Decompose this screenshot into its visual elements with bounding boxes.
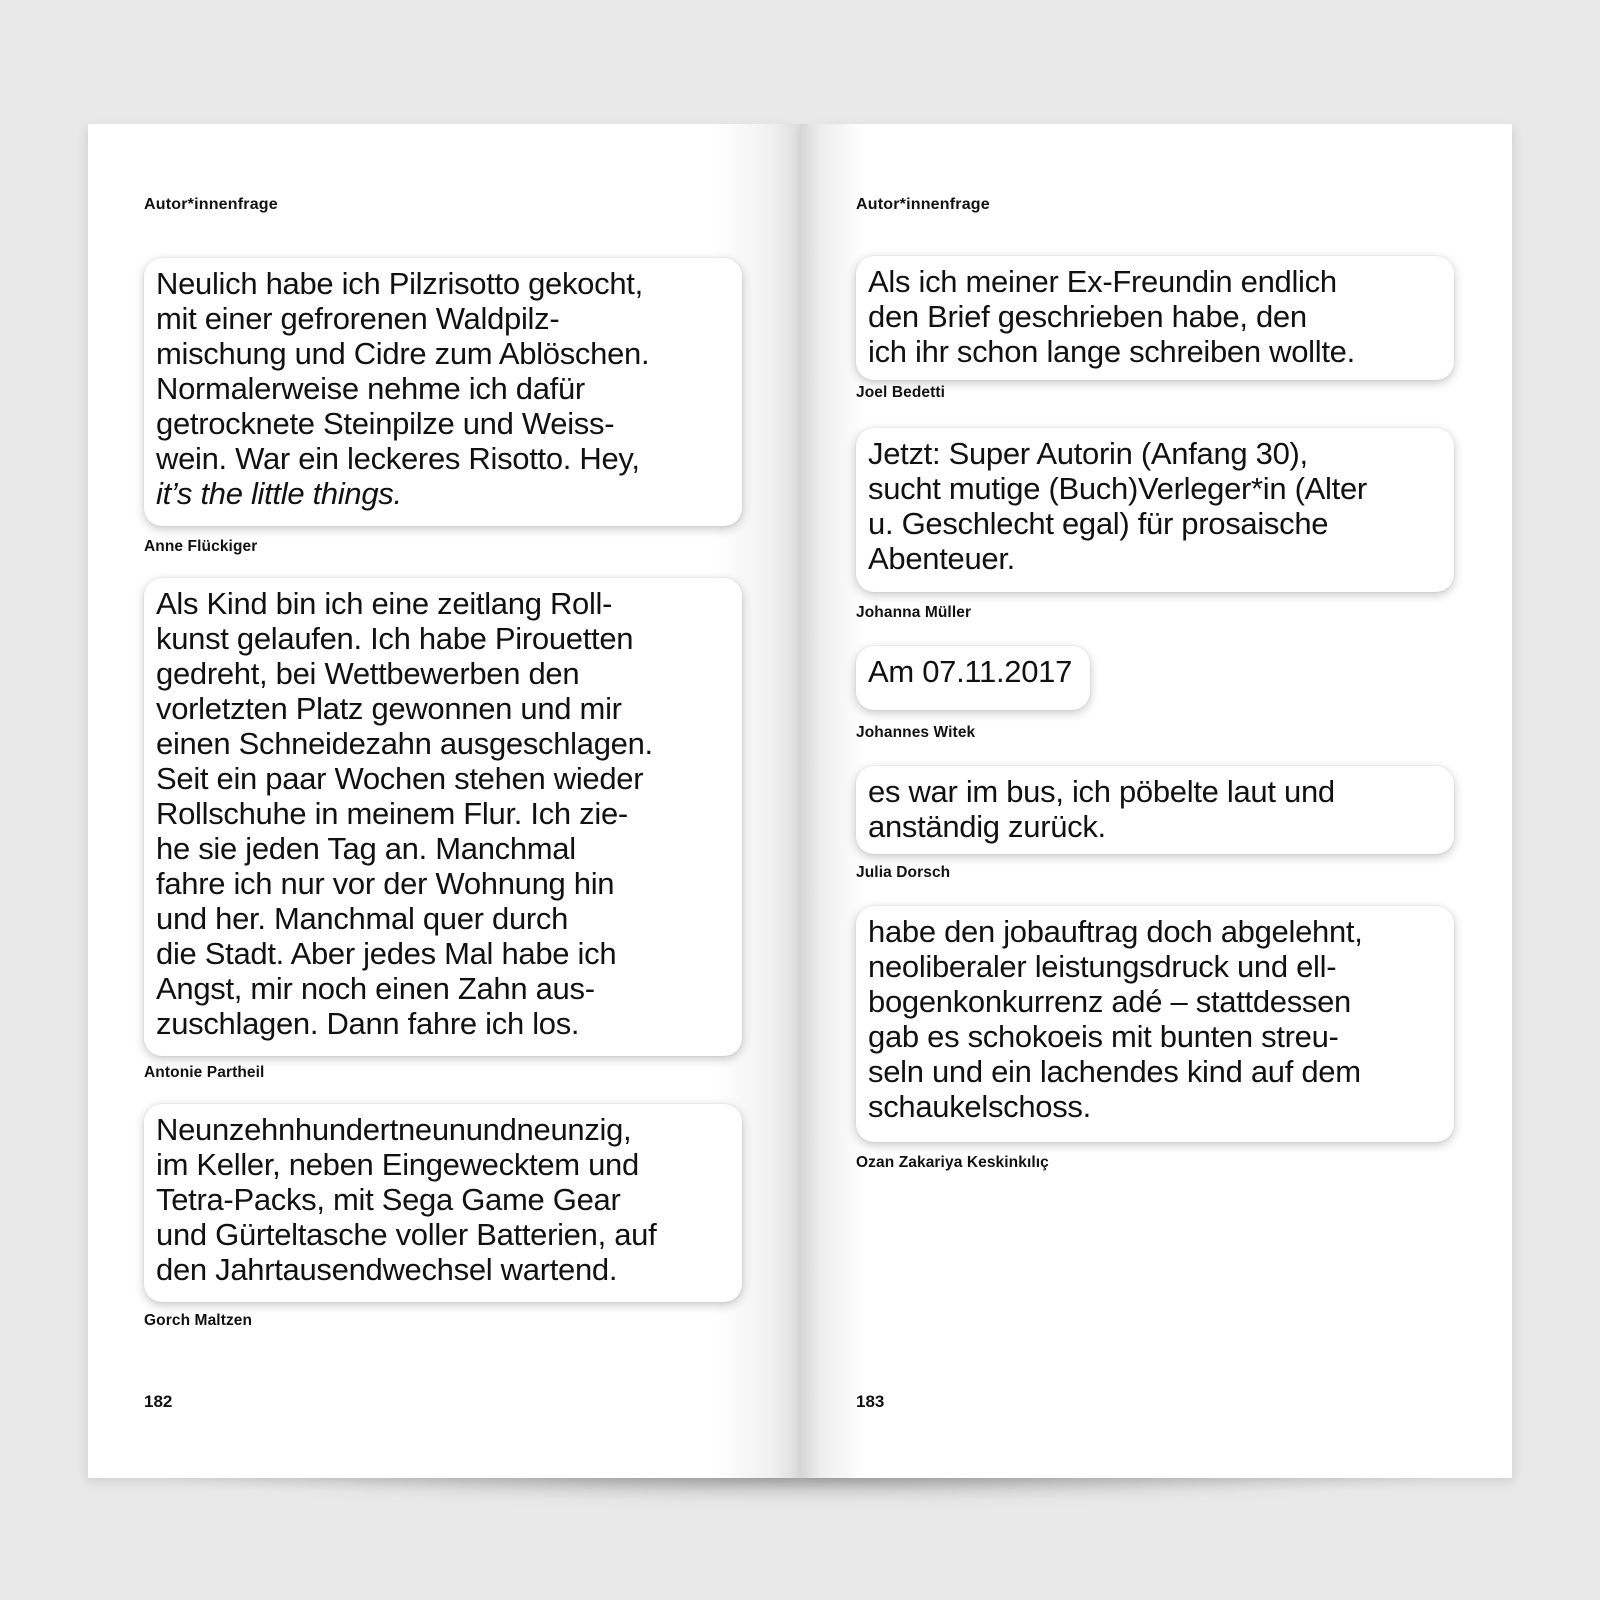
author-name: Ozan Zakariya Keskinkılıç (856, 1154, 1049, 1171)
message-bubble: Als ich meiner Ex-Freundin endlich den Brief geschrieben habe, den ich ihr schon lange schreiben wollte. (856, 256, 1454, 380)
message-bubble: Jetzt: Super Autorin (Anfang 30), sucht mutige (Buch)Verleger*in (Alter u. Geschlecht egal) für prosaische Abenteuer. (856, 428, 1454, 592)
message-text: Neulich habe ich Pilzrisotto gekocht, mit einer gefrorenen Waldpilz- mischung und Cidre zum Ablöschen. Normalerweise nehme ich dafür getrocknete Steinpilze und Weiss- wein. War ein leckeres Risotto. Hey, (156, 266, 650, 476)
message-bubble (144, 258, 742, 526)
message-bubble: Neunzehnhundertneunundneunzig, im Keller, neben Eingewecktem und Tetra-Packs, mit Sega Game Gear und Gürteltasche voller Batterien, auf den Jahrtausendwechsel wartend. (144, 1104, 742, 1302)
author-name: Johannes Witek (856, 724, 976, 741)
right-page (800, 124, 1512, 1478)
left-page (88, 124, 800, 1478)
author-name: Joel Bedetti (856, 384, 946, 401)
author-name: Antonie Partheil (144, 1064, 265, 1081)
page-number: 182 (144, 1392, 173, 1411)
author-name: Julia Dorsch (856, 864, 951, 881)
running-head: Autor*innenfrage (144, 196, 278, 213)
message-bubble: es war im bus, ich pöbelte laut und anständig zurück. (856, 766, 1454, 854)
author-name: Johanna Müller (856, 604, 972, 621)
message-bubble: Am 07.11.2017 (856, 646, 1090, 710)
message-italic-text: it’s the little things. (156, 476, 402, 511)
author-name: Gorch Maltzen (144, 1312, 253, 1329)
page-number: 183 (856, 1392, 885, 1411)
author-name: Anne Flückiger (144, 538, 258, 555)
running-head: Autor*innenfrage (856, 196, 990, 213)
message-bubble: Als Kind bin ich eine zeitlang Roll- kunst gelaufen. Ich habe Pirouetten gedreht, bei Wettbewerben den vorletzten Platz gewonnen und mir einen Schneidezahn ausgeschlagen. Seit ein paar Wochen stehen wieder Rollschuhe in meinem Flur. Ich zie- he sie jeden Tag an. Manchmal fahre ich nur vor der Wohnung hin und her. Manchmal quer durch die Stadt. Aber jedes Mal habe ich Angst, mir noch einen Zahn aus- zuschlagen. Dann fahre ich los. (144, 578, 742, 1056)
message-bubble: habe den jobauftrag doch abgelehnt, neoliberaler leistungsdruck und ell- bogenkonkurrenz adé – stattdessen gab es schokoeis mit bunten streu- seln und ein lachendes kind auf dem schaukelschoss. (856, 906, 1454, 1142)
